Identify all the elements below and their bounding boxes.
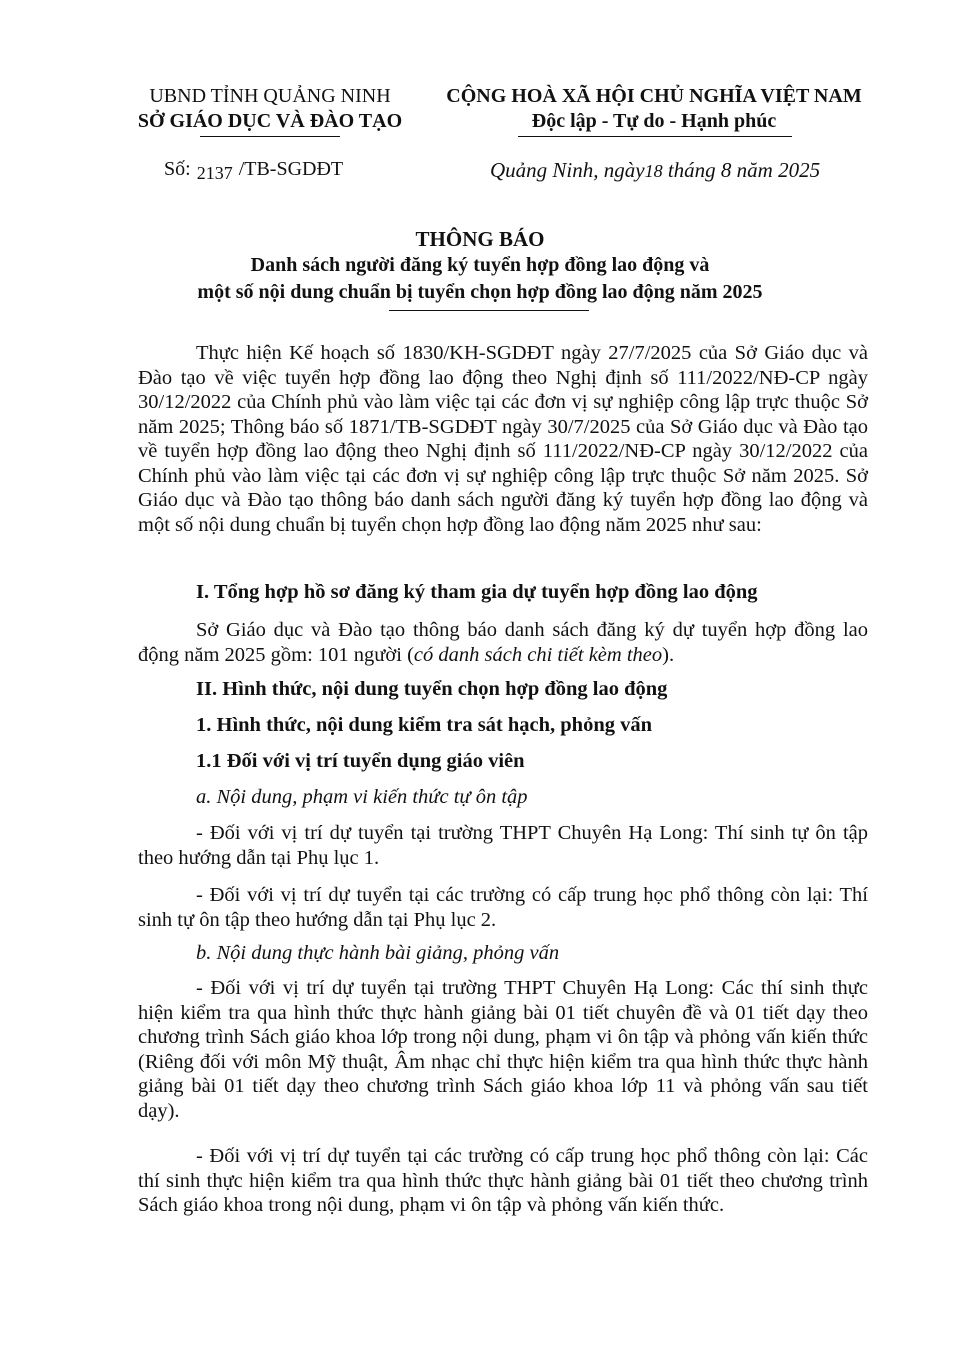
motto-underline: [518, 136, 792, 137]
motto-text: Độc lập - Tự do - Hạnh phúc: [531, 110, 777, 132]
date-prefix: Quảng Ninh, ngày: [490, 158, 645, 182]
national-motto: [424, 84, 884, 134]
agency-parent: UBND TỈNH QUẢNG NINH: [149, 85, 391, 107]
item-a-heading: a. Nội dung, phạm vi kiến thức tự ôn tập: [196, 786, 528, 808]
item-b-paragraph-1: - Đối với vị trí dự tuyển tại trường THPT Chuyên Hạ Long: Các thí sinh thực hiện kiểm tra qua hình thức thực hành giảng bài 01 tiết chuyên đề và 01 tiết dạy theo chương trình Sách giáo khoa lớp trong nội dung, phạm vi ôn tập và phỏng vấn kiến thức (Riêng đối với môn Mỹ thuật, Âm nhạc chỉ thực hiện kiểm tra qua hình thức thực hành giảng bài 01 tiết dạy theo chương trình Sách giáo khoa lớp 11 và phỏng vấn sau tiết dạy).: [138, 977, 868, 1122]
section-2-heading: II. Hình thức, nội dung tuyển chọn hợp đồng lao động: [196, 678, 668, 700]
agency-name: SỞ GIÁO DỤC VÀ ĐÀO TẠO: [137, 110, 403, 132]
title-line-2: một số nội dung chuẩn bị tuyển chọn hợp đồng lao động năm 2025: [197, 281, 763, 303]
date-day: 18: [644, 161, 663, 181]
item-a-paragraph-1: - Đối với vị trí dự tuyển tại trường THPT Chuyên Hạ Long: Thí sinh tự ôn tập theo hướng dẫn tại Phụ lục 1.: [138, 822, 868, 869]
subsection-1-1-heading: 1.1 Đối với vị trí tuyển dụng giáo viên: [196, 750, 525, 772]
title-line-1: Danh sách người đăng ký tuyển hợp đồng lao động và: [250, 254, 710, 276]
section-1-end: ).: [662, 643, 675, 666]
subsection-1-heading: 1. Hình thức, nội dung kiểm tra sát hạch, phỏng vấn: [196, 714, 653, 736]
item-b-heading: b. Nội dung thực hành bài giảng, phỏng vấn: [196, 942, 560, 964]
issuing-agency: [120, 84, 420, 134]
document-title: [100, 226, 860, 306]
section-1-heading: I. Tổng hợp hồ sơ đăng ký tham gia dự tuyển hợp đồng lao động: [196, 581, 758, 603]
number-suffix: /TB-SGDĐT: [238, 158, 344, 180]
section-1-text: Sở Giáo dục và Đào tạo thông báo danh sách đăng ký dự tuyển hợp đồng lao động năm 2025 gồm: 101 người (: [138, 619, 868, 666]
date-suffix: tháng 8 năm 2025: [662, 158, 821, 182]
number-value: 2137: [196, 163, 233, 183]
section-1-paragraph: [138, 618, 868, 667]
item-a-paragraph-2: - Đối với vị trí dự tuyển tại các trường có cấp trung học phổ thông còn lại: Thí sinh tự ôn tập theo hướng dẫn tại Phụ lục 2.: [138, 884, 868, 931]
title-type: THÔNG BÁO: [415, 227, 545, 251]
country-name: CỘNG HOÀ XÃ HỘI CHỦ NGHĨA VIỆT NAM: [446, 85, 862, 107]
item-b-paragraph-2: - Đối với vị trí dự tuyển tại các trường có cấp trung học phổ thông còn lại: Các thí sinh thực hiện kiểm tra qua hình thức thực hành giảng bài 01 tiết theo chương trình Sách giáo khoa trong nội dung, phạm vi ôn tập và phỏng vấn kiến thức.: [138, 1145, 868, 1216]
section-1-italic: có danh sách chi tiết kèm theo: [413, 643, 663, 666]
title-underline: [389, 310, 589, 311]
document-number: [164, 158, 343, 181]
document-date: [490, 158, 820, 183]
number-prefix: Số:: [164, 158, 191, 180]
agency-underline: [200, 136, 340, 137]
intro-paragraph: Thực hiện Kế hoạch số 1830/KH-SGDĐT ngày 27/7/2025 của Sở Giáo dục và Đào tạo về việc tuyển hợp đồng lao động theo Nghị định số 111/2022/NĐ-CP ngày 30/12/2022 của Chính phủ vào làm việc tại các đơn vị sự nghiệp công lập trực thuộc Sở năm 2025; Thông báo số 1871/TB-SGDĐT ngày 30/7/2025 của Sở Giáo dục và Đào tạo về tuyển hợp đồng lao động theo Nghị định số 111/2022/NĐ-CP ngày 30/12/2022 của Chính phủ vào làm việc tại các đơn vị sự nghiệp công lập trực thuộc Sở năm 2025. Sở Giáo dục và Đào tạo thông báo danh sách người đăng ký tuyển hợp đồng lao động và một số nội dung chuẩn bị tuyển chọn hợp đồng lao động năm 2025 như sau:: [138, 342, 868, 536]
